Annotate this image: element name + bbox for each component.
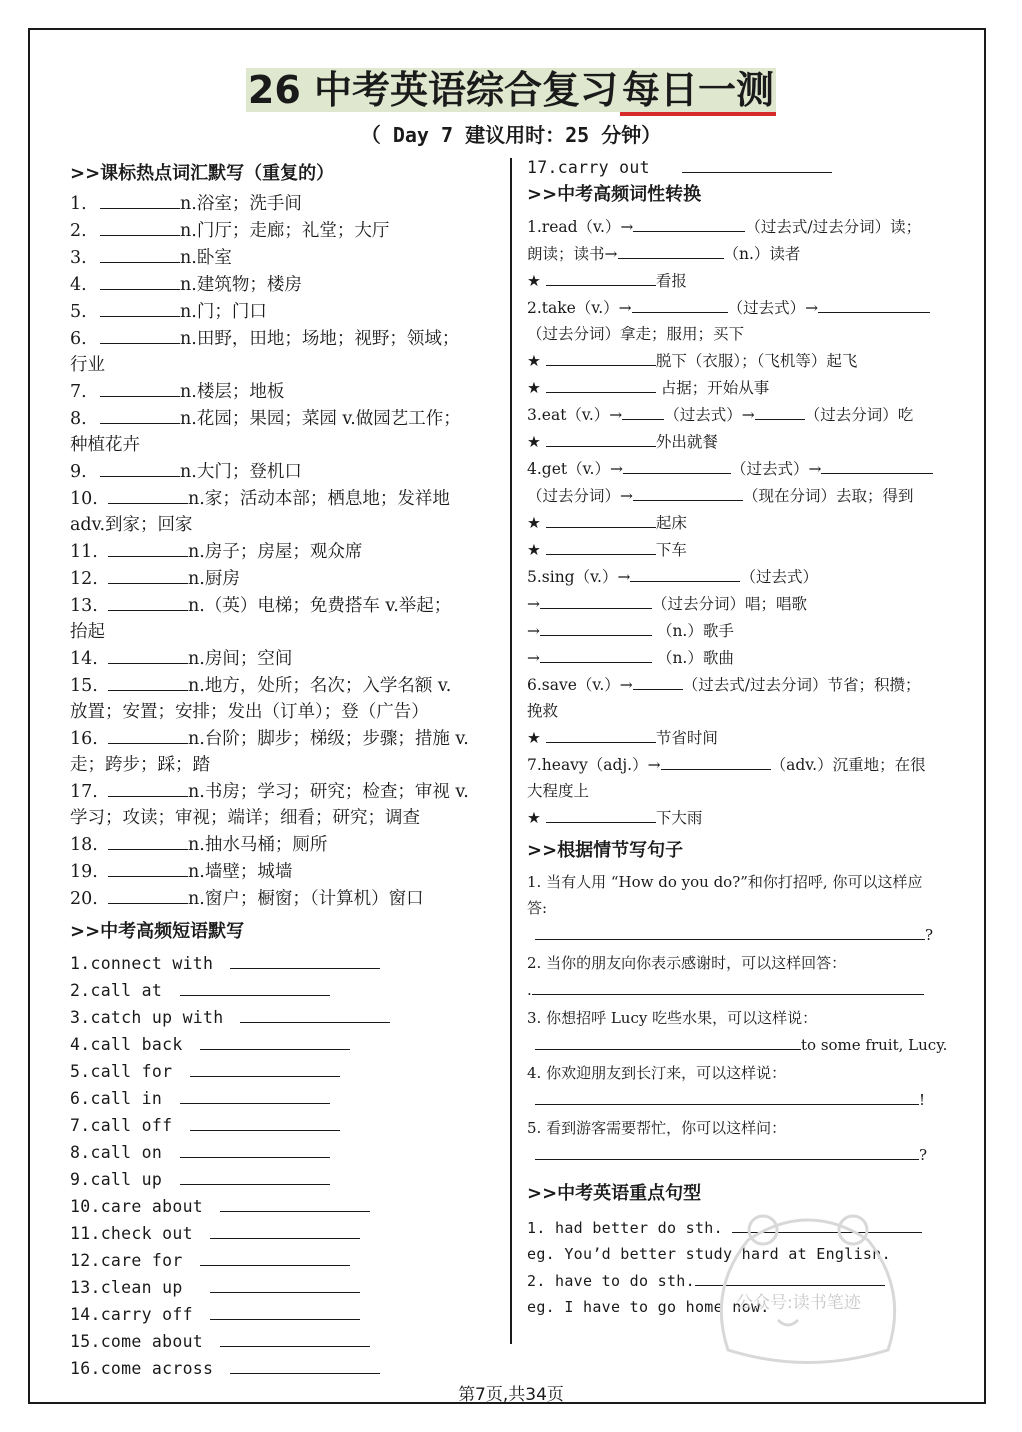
phrase-text: 9.call up [70, 1170, 163, 1189]
vocab-item [70, 538, 500, 565]
answer-blank[interactable] [108, 885, 188, 904]
answer-blank[interactable] [210, 1301, 360, 1320]
answer-blank[interactable] [108, 485, 188, 504]
vocab-definition: n.抽水马桶；厕所 [188, 835, 328, 855]
phrase-item-17 [527, 154, 962, 181]
page-subtitle: （ Day 7 建议用时：25 分钟） [360, 123, 662, 147]
wf-text: 挽救 [527, 702, 559, 720]
answer-blank[interactable] [100, 298, 180, 317]
wf-text: 下大雨 [655, 809, 703, 827]
vocab-number: 19. [70, 862, 98, 882]
wf-text: 2.take（v.）→ [527, 299, 632, 317]
vocab-definition-cont: 放置；安置；安排；发出（订单）；登（广告） [70, 702, 429, 722]
vocab-item [70, 298, 500, 325]
answer-blank[interactable] [100, 217, 180, 236]
vocab-number: 16. [70, 729, 98, 749]
answer-blank[interactable] [210, 1274, 360, 1293]
vocab-definition: n.卧室 [180, 248, 232, 268]
vocab-definition: n.家；活动本部；栖息地；发祥地 [188, 489, 450, 509]
answer-blank[interactable] [633, 482, 743, 501]
wordforms-heading: >>中考高频词性转换 [527, 184, 702, 205]
answer-blank[interactable] [540, 644, 652, 663]
phrase-text: 2.call at [70, 981, 163, 1000]
answer-blank[interactable] [546, 267, 656, 286]
wf-text: （n.）歌曲 [656, 649, 734, 667]
punct: ? [919, 1146, 928, 1164]
vocab-definition: n.厨房 [188, 569, 240, 589]
vocab-number: 2. [70, 221, 87, 241]
vocab-definition: n.楼层；地板 [180, 382, 285, 402]
vocab-number: 4. [70, 275, 87, 295]
phrase-text: 13.clean up [70, 1278, 183, 1297]
vocab-number: 15. [70, 676, 98, 696]
phrase-item [70, 1274, 500, 1301]
question-text: 2. 当你的朋友向你表示感谢时，可以这样回答： [527, 954, 847, 972]
vocab-definition-cont: 走；跨步；踩；踏 [70, 755, 210, 775]
answer-blank[interactable] [535, 1031, 801, 1050]
vocab-item [70, 831, 500, 858]
phrase-item [70, 1355, 500, 1382]
vocab-definition: n.地方，处所；名次；入学名额 v. [188, 676, 452, 696]
answer-blank[interactable] [633, 671, 683, 690]
wf-text: 起床 [655, 514, 687, 532]
vocab-number: 8. [70, 409, 87, 429]
wf-text: 脱下（衣服）；（飞机等）起飞 [655, 352, 858, 370]
vocab-item [70, 271, 500, 298]
vocab-item [70, 778, 500, 805]
vocab-number: 7. [70, 382, 87, 402]
left-column [70, 160, 500, 1382]
phrase-item [70, 1058, 500, 1085]
phrase-text: 10.care about [70, 1197, 204, 1216]
punct: ! [919, 1091, 926, 1109]
phrase-item [70, 1004, 500, 1031]
vocab-item [70, 858, 500, 885]
vocab-item [70, 458, 500, 485]
phrase-text: 3.catch up with [70, 1008, 224, 1027]
arrow-icon: → [527, 649, 540, 667]
phrase-text: 6.call in [70, 1089, 163, 1108]
watermark-text: 公众号:读书笔迹 [736, 1293, 861, 1313]
answer-blank[interactable] [546, 428, 656, 447]
answer-blank[interactable] [108, 538, 188, 557]
answer-blank[interactable] [546, 509, 656, 528]
bear-watermark-icon [708, 1200, 908, 1370]
pattern-2-example: eg. I have to go home now. [527, 1298, 770, 1316]
answer-blank[interactable] [633, 213, 745, 232]
vocab-definition: n.门；门口 [180, 302, 267, 322]
answer-blank[interactable] [200, 1031, 350, 1050]
answer-blank[interactable] [100, 190, 180, 209]
wordform-take [527, 294, 962, 401]
phrase-list [70, 950, 500, 1382]
wordform-save [527, 671, 962, 751]
answer-blank[interactable] [546, 724, 656, 743]
page-footer: 第7页,共34页 [458, 1385, 564, 1405]
sentence-q5 [527, 1115, 962, 1168]
pattern-1-example: eg. You’d better study hard at English. [527, 1245, 891, 1263]
vocab-number: 17. [70, 782, 98, 802]
wf-text: （过去式）→ [727, 299, 819, 317]
vocab-number: 9. [70, 462, 87, 482]
phrase-text: 5.call for [70, 1062, 173, 1081]
phrase-text: 17.carry out [527, 158, 650, 177]
arrow-icon: → [527, 622, 540, 640]
vocab-definition-cont: 行业 [70, 355, 105, 375]
vocab-item [70, 885, 500, 912]
wf-text: 1.read（v.）→ [527, 218, 634, 236]
question-text: to some fruit, Lucy. [801, 1036, 948, 1054]
phrase-text: 7.call off [70, 1116, 173, 1135]
phrase-item [70, 1193, 500, 1220]
answer-blank[interactable] [180, 1166, 330, 1185]
phrase-item [70, 1328, 500, 1355]
vocab-number: 11. [70, 542, 98, 562]
vocab-item [70, 217, 500, 244]
phrase-item [70, 1247, 500, 1274]
wf-text: 7.heavy（adj.）→ [527, 756, 661, 774]
punct: ? [925, 926, 934, 944]
phrase-text: 11.check out [70, 1224, 193, 1243]
vocab-item [70, 325, 500, 352]
vocab-item [70, 565, 500, 592]
vocab-number: 3. [70, 248, 87, 268]
answer-blank[interactable] [821, 455, 933, 474]
phrase-item [70, 1220, 500, 1247]
wf-text: （过去分词）唱；唱歌 [652, 595, 808, 613]
vocab-item [70, 378, 500, 405]
answer-blank[interactable] [540, 617, 652, 636]
star-icon: ★ [527, 379, 541, 397]
vocab-definition: n.田野，田地；场地；视野；领域； [180, 329, 460, 349]
answer-blank[interactable] [190, 1112, 340, 1131]
answer-blank[interactable] [108, 645, 188, 664]
star-icon: ★ [527, 541, 541, 559]
phrase-text: 1.connect with [70, 954, 214, 973]
answer-blank[interactable] [100, 244, 180, 263]
title-underlined: 每日一测 [620, 68, 776, 116]
wf-text: （过去式） [740, 568, 818, 586]
answer-blank[interactable] [108, 672, 188, 691]
vocab-number: 13. [70, 596, 98, 616]
vocab-definition: n.建筑物；楼房 [180, 275, 302, 295]
phrase-item [70, 1112, 500, 1139]
answer-blank[interactable] [180, 1085, 330, 1104]
vocab-item [70, 725, 500, 752]
vocab-number: 18. [70, 835, 98, 855]
sentence-q3 [527, 1005, 962, 1058]
answer-blank[interactable] [180, 1139, 330, 1158]
wf-text: 外出就餐 [655, 433, 718, 451]
phrase-item [70, 1085, 500, 1112]
answer-blank[interactable] [535, 921, 925, 940]
vocab-definition: n.房间；空间 [188, 649, 293, 669]
answer-blank[interactable] [108, 831, 188, 850]
wordform-get [527, 455, 962, 563]
answer-blank[interactable] [108, 565, 188, 584]
wf-text: （过去分词）拿走；服用；买下 [527, 325, 745, 343]
answer-blank[interactable] [100, 378, 180, 397]
star-icon: ★ [527, 433, 541, 451]
wf-text: 朗读；读书→ [527, 245, 618, 263]
phrase-text: 4.call back [70, 1035, 183, 1054]
sentences-heading: >>根据情节写句子 [527, 840, 684, 861]
answer-blank[interactable] [230, 950, 380, 969]
answer-blank[interactable] [100, 325, 180, 344]
question-text: 3. 你想招呼 Lucy 吃些水果，可以这样说： [527, 1009, 818, 1027]
title-main: 26 中考英语综合复习 [247, 68, 619, 112]
wf-text: 4.get（v.）→ [527, 460, 623, 478]
answer-blank[interactable] [100, 405, 180, 424]
star-icon: ★ [527, 352, 541, 370]
question-text: 1. 当有人用 “How do you do?”和你打招呼, 你可以这样应 [527, 873, 923, 891]
answer-blank[interactable] [546, 536, 656, 555]
sentence-q1 [527, 869, 962, 948]
wf-text: （过去分词）吃 [804, 406, 914, 424]
vocab-definition: n.大门；登机口 [180, 462, 302, 482]
vocab-definition: n.台阶；脚步；梯级；步骤；措施 v. [188, 729, 469, 749]
sentence-q4 [527, 1060, 962, 1113]
answer-blank[interactable] [210, 1220, 360, 1239]
phrase-item [70, 1301, 500, 1328]
answer-blank[interactable] [180, 977, 330, 996]
vocab-definition: n.墙壁；城墙 [188, 862, 293, 882]
phrase-text: 16.come across [70, 1359, 214, 1378]
wf-text: 6.save（v.）→ [527, 676, 633, 694]
vocab-number: 6. [70, 329, 87, 349]
question-text: 答: [527, 899, 548, 917]
wf-text: 节省时间 [655, 729, 718, 747]
answer-blank[interactable] [630, 563, 740, 582]
vocab-item [70, 244, 500, 271]
vocab-number: 5. [70, 302, 87, 322]
answer-blank[interactable] [622, 401, 664, 420]
sentence-q2 [527, 950, 962, 1003]
vocab-definition-cont: 学习；攻读；审视；端详；细看；研究；调查 [70, 808, 420, 828]
column-divider [510, 158, 512, 1344]
wf-text: （过去式/过去分词）节省；积攒； [682, 676, 921, 694]
vocab-item [70, 672, 500, 699]
star-icon: ★ [527, 272, 541, 290]
wf-text: （adv.）沉重地；在很 [770, 756, 926, 774]
punct: . [527, 981, 532, 999]
phrase-text: 15.come about [70, 1332, 204, 1351]
wf-text: （过去式）→ [730, 460, 822, 478]
wordform-eat [527, 401, 962, 455]
answer-blank[interactable] [546, 347, 656, 366]
answer-blank[interactable] [535, 1141, 919, 1160]
wordform-heavy [527, 751, 962, 831]
vocab-heading: >>课标热点词汇默写（重复的） [70, 163, 335, 184]
vocab-definition-cont: 抬起 [70, 622, 105, 642]
wf-text: 3.eat（v.）→ [527, 406, 623, 424]
answer-blank[interactable] [100, 271, 180, 290]
wf-text: （n.）歌手 [656, 622, 734, 640]
answer-blank[interactable] [623, 455, 731, 474]
vocab-definition: n.书房；学习；研究；检查；审视 v. [188, 782, 469, 802]
answer-blank[interactable] [190, 1058, 340, 1077]
phrases-heading: >>中考高频短语默写 [70, 921, 245, 942]
answer-blank[interactable] [818, 294, 930, 313]
wordform-read [527, 213, 962, 294]
answer-blank[interactable] [682, 154, 832, 173]
answer-blank[interactable] [100, 458, 180, 477]
vocab-definition-cont: adv.到家；回家 [70, 515, 193, 535]
vocab-item [70, 592, 500, 619]
vocab-definition: n.浴室；洗手间 [180, 194, 302, 214]
phrase-item [70, 1139, 500, 1166]
phrase-item [70, 1031, 500, 1058]
answer-blank[interactable] [755, 401, 805, 420]
answer-blank[interactable] [220, 1328, 370, 1347]
vocab-definition: n.花园；果园；菜园 v.做园艺工作； [180, 409, 461, 429]
answer-blank[interactable] [532, 976, 924, 995]
phrase-item [70, 1166, 500, 1193]
phrase-text: 12.care for [70, 1251, 183, 1270]
answer-blank[interactable] [618, 240, 724, 259]
star-icon: ★ [527, 809, 541, 827]
answer-blank[interactable] [108, 592, 188, 611]
vocab-definition: n.（英）电梯；免费搭车 v.举起； [188, 596, 452, 616]
vocab-number: 1. [70, 194, 87, 214]
vocab-definition-cont: 种植花卉 [70, 435, 140, 455]
wf-text: （n.）读者 [723, 245, 801, 263]
wf-text: 5.sing（v.）→ [527, 568, 631, 586]
star-icon: ★ [527, 514, 541, 532]
vocab-definition: n.房子；房屋；观众席 [188, 542, 363, 562]
vocab-number: 20. [70, 889, 98, 909]
vocab-number: 12. [70, 569, 98, 589]
answer-blank[interactable] [546, 804, 656, 823]
wf-text: 大程度上 [527, 782, 590, 800]
pattern-text: 1. had better do sth. [527, 1219, 723, 1237]
answer-blank[interactable] [546, 374, 656, 393]
vocab-definition: n.门厅；走廊；礼堂；大厅 [180, 221, 390, 241]
vocab-list [70, 190, 500, 912]
answer-blank[interactable] [108, 725, 188, 744]
phrase-item [70, 950, 500, 977]
page-title [0, 66, 1022, 114]
wf-text: （过去分词）→ [527, 487, 633, 505]
wf-text: 占据；开始从事 [660, 379, 770, 397]
question-text: 5. 看到游客需要帮忙，你可以这样问： [527, 1119, 787, 1137]
answer-blank[interactable] [230, 1355, 380, 1374]
answer-blank[interactable] [200, 1247, 350, 1266]
vocab-item [70, 405, 500, 432]
wf-text: 看报 [655, 272, 687, 290]
answer-blank[interactable] [108, 778, 188, 797]
wordform-sing [527, 563, 962, 671]
wf-text: 下车 [655, 541, 687, 559]
vocab-item [70, 190, 500, 217]
answer-blank[interactable] [535, 1086, 919, 1105]
star-icon: ★ [527, 729, 541, 747]
vocab-item [70, 645, 500, 672]
vocab-number: 10. [70, 489, 98, 509]
wf-text: （现在分词）去取；得到 [743, 487, 914, 505]
answer-blank[interactable] [220, 1193, 370, 1212]
arrow-icon: → [527, 595, 540, 613]
patterns-heading: >>中考英语重点句型 [527, 1183, 702, 1204]
wf-text: （过去式）→ [664, 406, 755, 424]
answer-blank[interactable] [240, 1004, 390, 1023]
phrase-text: 8.call on [70, 1143, 163, 1162]
answer-blank[interactable] [540, 590, 652, 609]
wf-text: （过去式/过去分词）读； [745, 218, 922, 236]
phrase-text: 14.carry off [70, 1305, 193, 1324]
question-text: 4. 你欢迎朋友到长汀来，可以这样说： [527, 1064, 787, 1082]
vocab-definition: n.窗户；橱窗；（计算机）窗口 [188, 889, 424, 909]
pattern-text: 2. have to do sth. [527, 1272, 695, 1290]
answer-blank[interactable] [661, 751, 771, 770]
vocab-item [70, 485, 500, 512]
answer-blank[interactable] [632, 294, 728, 313]
vocab-number: 14. [70, 649, 98, 669]
phrase-item [70, 977, 500, 1004]
answer-blank[interactable] [108, 858, 188, 877]
right-column [527, 160, 962, 1320]
